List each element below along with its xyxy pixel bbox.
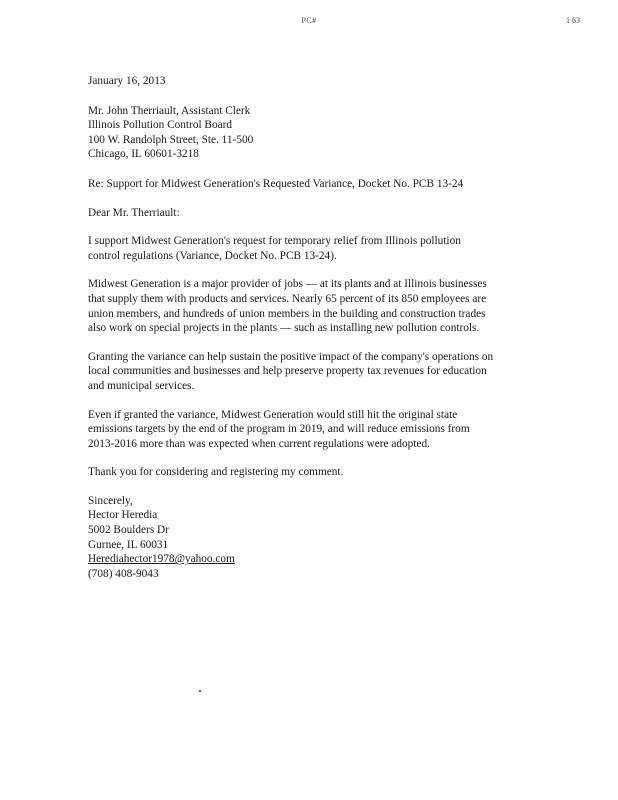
- paragraph-line: Thank you for considering and registering my comment.: [88, 466, 344, 479]
- page-number: 1 63: [566, 16, 580, 25]
- recipient-line: Chicago, IL 60601-3218: [88, 148, 199, 161]
- paragraph-line: I support Midwest Generation's request for temporary relief from Illinois pollution: [88, 235, 461, 248]
- paragraph: [88, 277, 558, 335]
- paragraph-line: control regulations (Variance, Docket No. PCB 13-24).: [88, 249, 337, 262]
- subject-line: Re: Support for Midwest Generation's Requested Variance, Docket No. PCB 13-24: [88, 177, 464, 190]
- salutation: Dear Mr. Therriault:: [88, 206, 180, 219]
- paragraph-line: and municipal services.: [88, 379, 195, 392]
- paragraph: [88, 465, 558, 480]
- paragraph: [88, 408, 558, 452]
- scan-speck: [199, 690, 201, 692]
- signer-street: 5002 Boulders Dr: [88, 524, 169, 537]
- signer-email-link[interactable]: Herediahector1978@yahoo.com: [88, 553, 235, 566]
- paragraph-line: Granting the variance can help sustain the positive impact of the company's operations on: [88, 350, 494, 363]
- signer-name: Hector Heredia: [88, 509, 158, 522]
- paragraph-line: also work on special projects in the plants — such as installing new pollution controls.: [88, 322, 480, 335]
- paragraph-line: that supply them with products and services. Nearly 65 percent of its 850 employees are: [88, 292, 487, 305]
- paragraph-line: emissions targets by the end of the program in 2019, and will reduce emissions from: [88, 423, 470, 436]
- signer-phone: (708) 408-9043: [88, 567, 159, 580]
- page-header-label: PC#: [301, 16, 317, 25]
- recipient-line: 100 W. Randolph Street, Ste. 11-500: [88, 133, 254, 146]
- recipient-line: Illinois Pollution Control Board: [88, 119, 233, 132]
- paragraph-line: Midwest Generation is a major provider of jobs — at its plants and at Illinois businesses: [88, 278, 487, 291]
- paragraph-line: local communities and businesses and help preserve property tax revenues for education: [88, 365, 487, 378]
- paragraph: [88, 234, 558, 263]
- signer-city: Gurnee, IL 60031: [88, 538, 169, 551]
- paragraph-line: union members, and hundreds of union members in the building and construction trades: [88, 307, 486, 320]
- paragraph-line: 2013-2016 more than was expected when current regulations were adopted.: [88, 437, 430, 450]
- signature-block: [88, 508, 558, 581]
- recipient-address: [88, 104, 558, 162]
- paragraph-line: Even if granted the variance, Midwest Generation would still hit the original state: [88, 408, 458, 421]
- recipient-line: Mr. John Therriault, Assistant Clerk: [88, 104, 251, 117]
- closing: Sincerely,: [88, 494, 133, 507]
- letter-body: [88, 74, 558, 581]
- paragraph: [88, 350, 558, 394]
- letter-date: January 16, 2013: [88, 75, 166, 87]
